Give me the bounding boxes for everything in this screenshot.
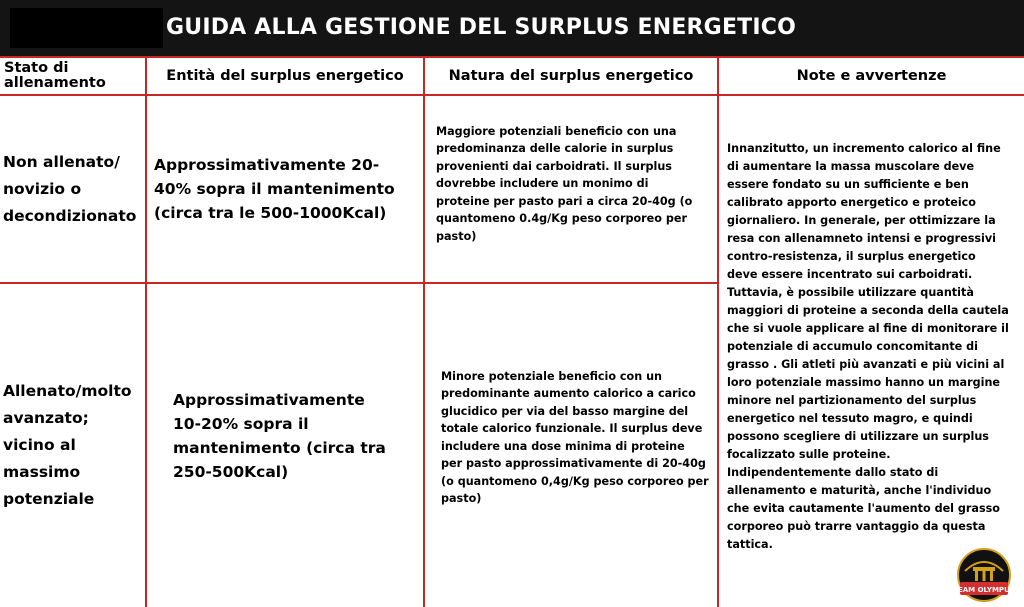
row-2-natura: [425, 284, 717, 607]
team-logo-text: TEAM OLYMPUS: [955, 586, 1013, 594]
row-2-stato-text: Allenato/molto avanzato; vicino al massimo potenziale: [3, 382, 132, 508]
team-logo-emblem-icon: [955, 547, 1013, 603]
team-logo: [955, 547, 1013, 603]
row-1-natura-text: Maggiore potenziali beneficio con una predominanza delle calorie in surplus provenienti dai carboidrati. Il surplus dovrebbe includere un monimo di proteine per pasto pari a circa 20-40g (o quantomeno 0.4g/Kg peso corporeo per pasto): [436, 124, 693, 243]
column-header-entita: [147, 58, 423, 94]
column-header-natura-label: Natura del surplus energetico: [448, 68, 694, 84]
column-header-natura: [425, 58, 717, 94]
row-2-stato: [0, 284, 145, 607]
row-2-natura-text: Minore potenziale beneficio con un predominante aumento calorico a carico glucidico per via del basso margine del totale calorico funzionale. Il surplus deve includere una dose minima di proteine per pasto approssimativamente di 20-40g (o quantomeno 0,4g/Kg peso corporeo per pasto): [441, 369, 709, 505]
row-1-entita: [147, 96, 423, 282]
page-title: GUIDA ALLA GESTIONE DEL SURPLUS ENERGETICO: [166, 15, 797, 40]
redacted-logo-block: [10, 8, 163, 48]
column-header-stato: [0, 58, 145, 94]
row-1-natura: [425, 96, 717, 282]
row-1-entita-text: Approssimativamente 20-40% sopra il mantenimento (circa tra le 500-1000Kcal): [154, 156, 395, 222]
notes-text: Innanzitutto, un incremento calorico al fine di aumentare la massa muscolare deve essere fondato su un sufficiente e ben calibrato apporto energetico e proteico giornaliero. In generale, per ottimizzare la resa con allenamneto intensi e progressivi contro-resistenza, il surplus energetico deve essere incentrato sui carboidrati. Tuttavia, è possibile utilizzare quantità maggiori di proteine a seconda della cautela che si vuole applicare al fine di monitorare il potenziale di accumulo concomitante di grasso . Gli atleti più avanzati e più vicini al loro potenziale massimo hanno un margine minore nel partizionamento del surplus energetico nel tessuto magro, e quindi possono scegliere di utilizzare un surplus focalizzato sulle proteine. Indipendentemente dallo stato di allenamento e maturità, anche l'individuo che evita cautamente l'aumento del grasso corporeo può trarre vantaggio da questa tattica.: [727, 141, 1009, 551]
row-1-stato: [0, 96, 145, 282]
column-header-entita-label: Entità del surplus energetico: [166, 68, 404, 84]
row-2-entita: [147, 284, 423, 607]
column-header-note: [719, 58, 1024, 94]
title-bar: [0, 0, 1024, 56]
column-header-note-label: Note e avvertenze: [796, 68, 947, 84]
row-2-entita-text: Approssimativamente 10-20% sopra il mantenimento (circa tra 250-500Kcal): [173, 390, 386, 481]
notes-cell: [719, 96, 1024, 607]
row-1-stato-text: Non allenato/ novizio o decondizionato: [3, 152, 137, 225]
column-header-stato-label: Stato di allenamento: [4, 60, 106, 91]
